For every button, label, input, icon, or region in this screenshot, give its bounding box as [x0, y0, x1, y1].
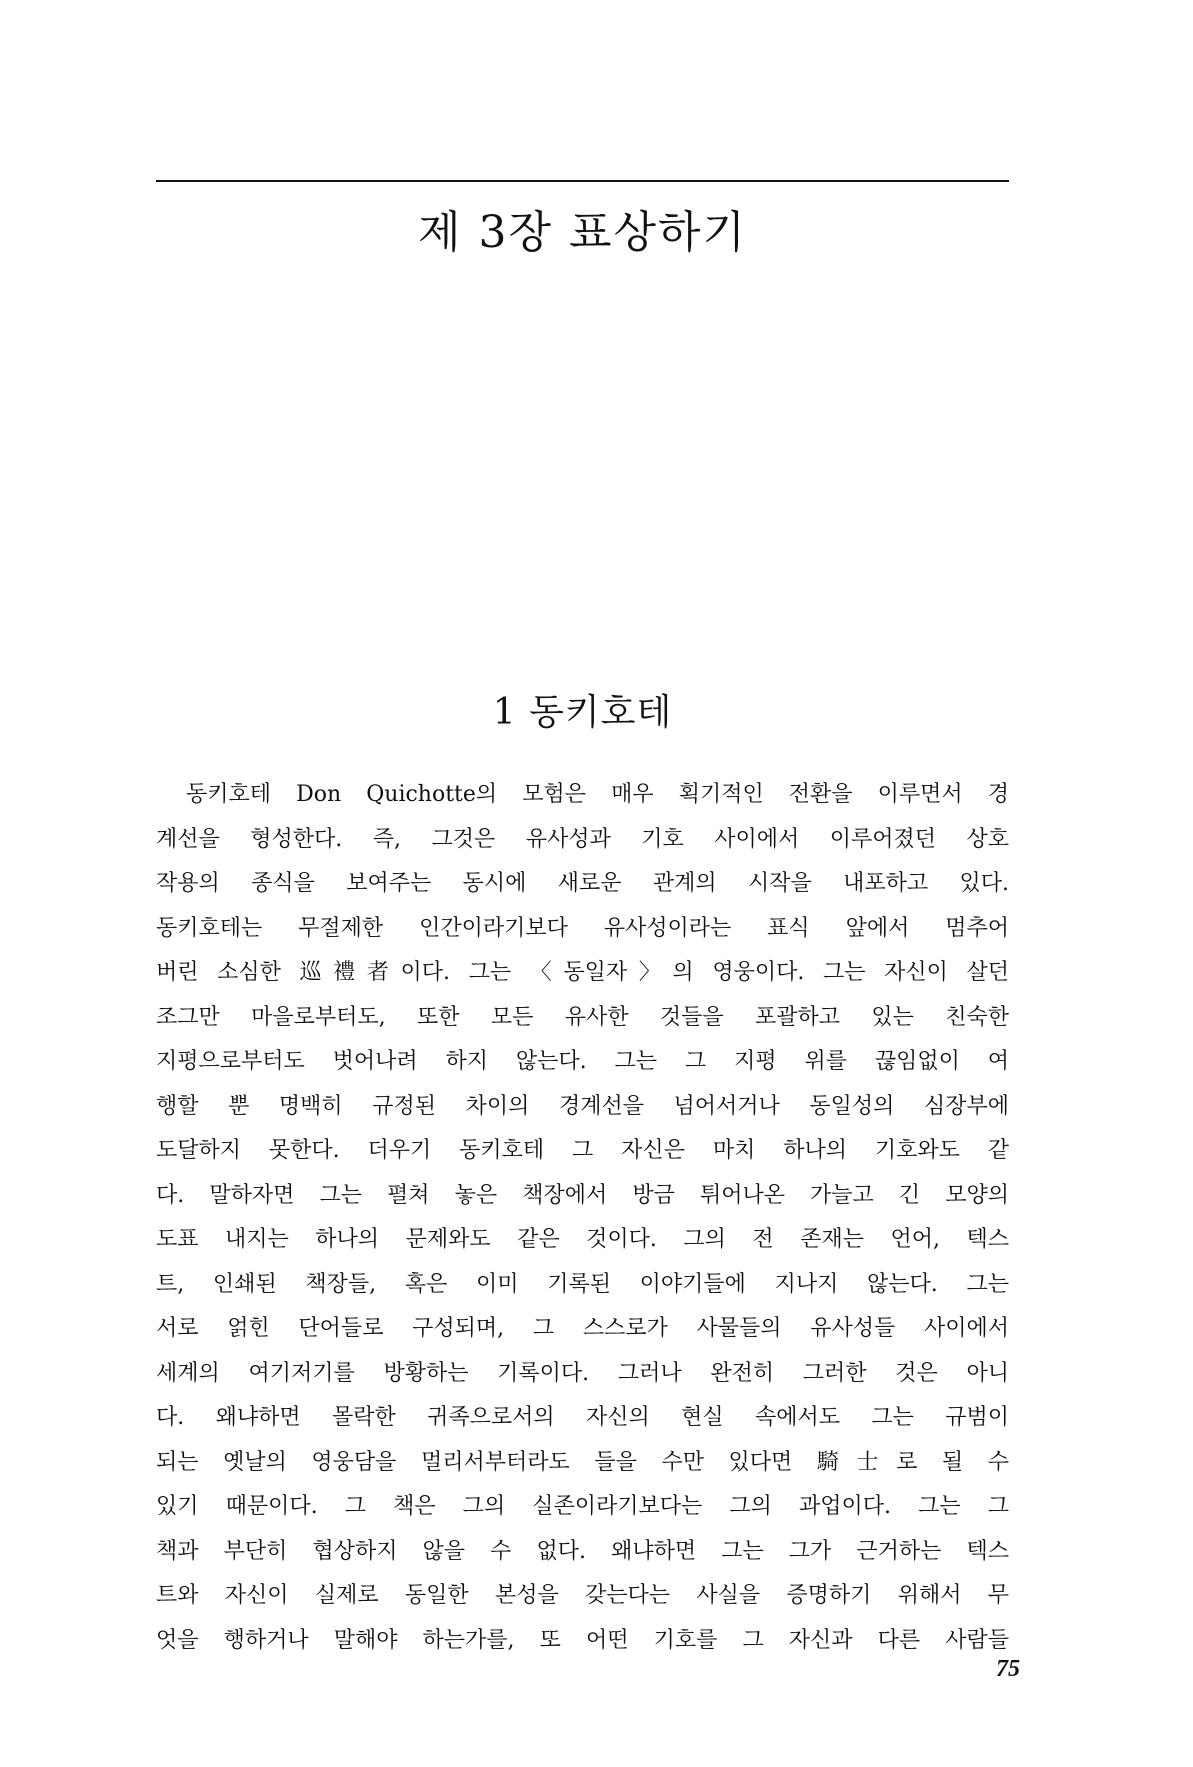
text-line: 도달하지 못한다. 더우기 동키호테 그 자신은 마치 하나의 기호와도 같 [156, 1138, 1009, 1163]
text-line: 행할 뿐 명백히 규정된 차이의 경계선을 넘어서거나 동일성의 심장부에 [156, 1093, 1009, 1119]
body-paragraph [156, 773, 1009, 1663]
text-line: 서로 얽힌 단어들로 구성되며, 그 스스로가 사물들의 유사성들 사이에서 [156, 1316, 1009, 1341]
text-line: 계선을 형성한다. 즉, 그것은 유사성과 기호 사이에서 이루어졌던 상호 [156, 826, 1009, 852]
text-line: 동키호테 Don Quichotte의 모험은 매우 획기적인 전환을 이루면서 경 [186, 782, 1009, 807]
text-line: 엇을 행하거나 말해야 하는가를, 또 어떤 기호를 그 자신과 다른 사람들 [156, 1627, 1009, 1653]
text-line: 세계의 여기저기를 방황하는 기록이다. 그러나 완전히 그러한 것은 아니 [156, 1360, 1009, 1386]
text-line: 도표 내지는 하나의 문제와도 같은 것이다. 그의 전 존재는 언어, 텍스 [156, 1227, 1009, 1252]
text-line: 되는 옛날의 영웅담을 멀리서부터라도 들을 수만 있다면 騎士로 될 수 [156, 1449, 1009, 1475]
text-line: 동키호테는 무절제한 인간이라기보다 유사성이라는 표식 앞에서 멈추어 [156, 915, 1009, 941]
text-line: 다. 왜냐하면 몰락한 귀족으로서의 자신의 현실 속에서도 그는 규범이 [156, 1405, 1009, 1430]
chapter-title: 제 3장 표상하기 [418, 207, 747, 258]
text-line: 지평으로부터도 벗어나려 하지 않는다. 그는 그 지평 위를 끊임없이 여 [156, 1049, 1009, 1074]
text-line: 다. 말하자면 그는 펼쳐 놓은 책장에서 방금 튀어나온 가늘고 긴 모양의 [156, 1182, 1009, 1208]
page-number: 75 [996, 1656, 1020, 1682]
text-line: 트, 인쇄된 책장들, 혹은 이미 기록된 이야기들에 지나지 않는다. 그는 [156, 1271, 1009, 1297]
text-line: 있기 때문이다. 그 책은 그의 실존이라기보다는 그의 과업이다. 그는 그 [156, 1494, 1009, 1519]
text-line: 버린 소심한 巡禮者이다. 그는 〈동일자〉의 영웅이다. 그는 자신이 살던 [156, 960, 1009, 985]
text-line: 책과 부단히 협상하지 않을 수 없다. 왜냐하면 그는 그가 근거하는 텍스 [156, 1538, 1009, 1564]
text-line: 트와 자신이 실제로 동일한 본성을 갖는다는 사실을 증명하기 위해서 무 [156, 1583, 1009, 1608]
text-line: 조그만 마을로부터도, 또한 모든 유사한 것들을 포괄하고 있는 친숙한 [156, 1004, 1009, 1030]
chapter-rule [156, 180, 1009, 182]
section-title: 1 동키호테 [492, 692, 673, 733]
text-line: 작용의 종식을 보여주는 동시에 새로운 관계의 시작을 내포하고 있다. [156, 871, 1009, 896]
